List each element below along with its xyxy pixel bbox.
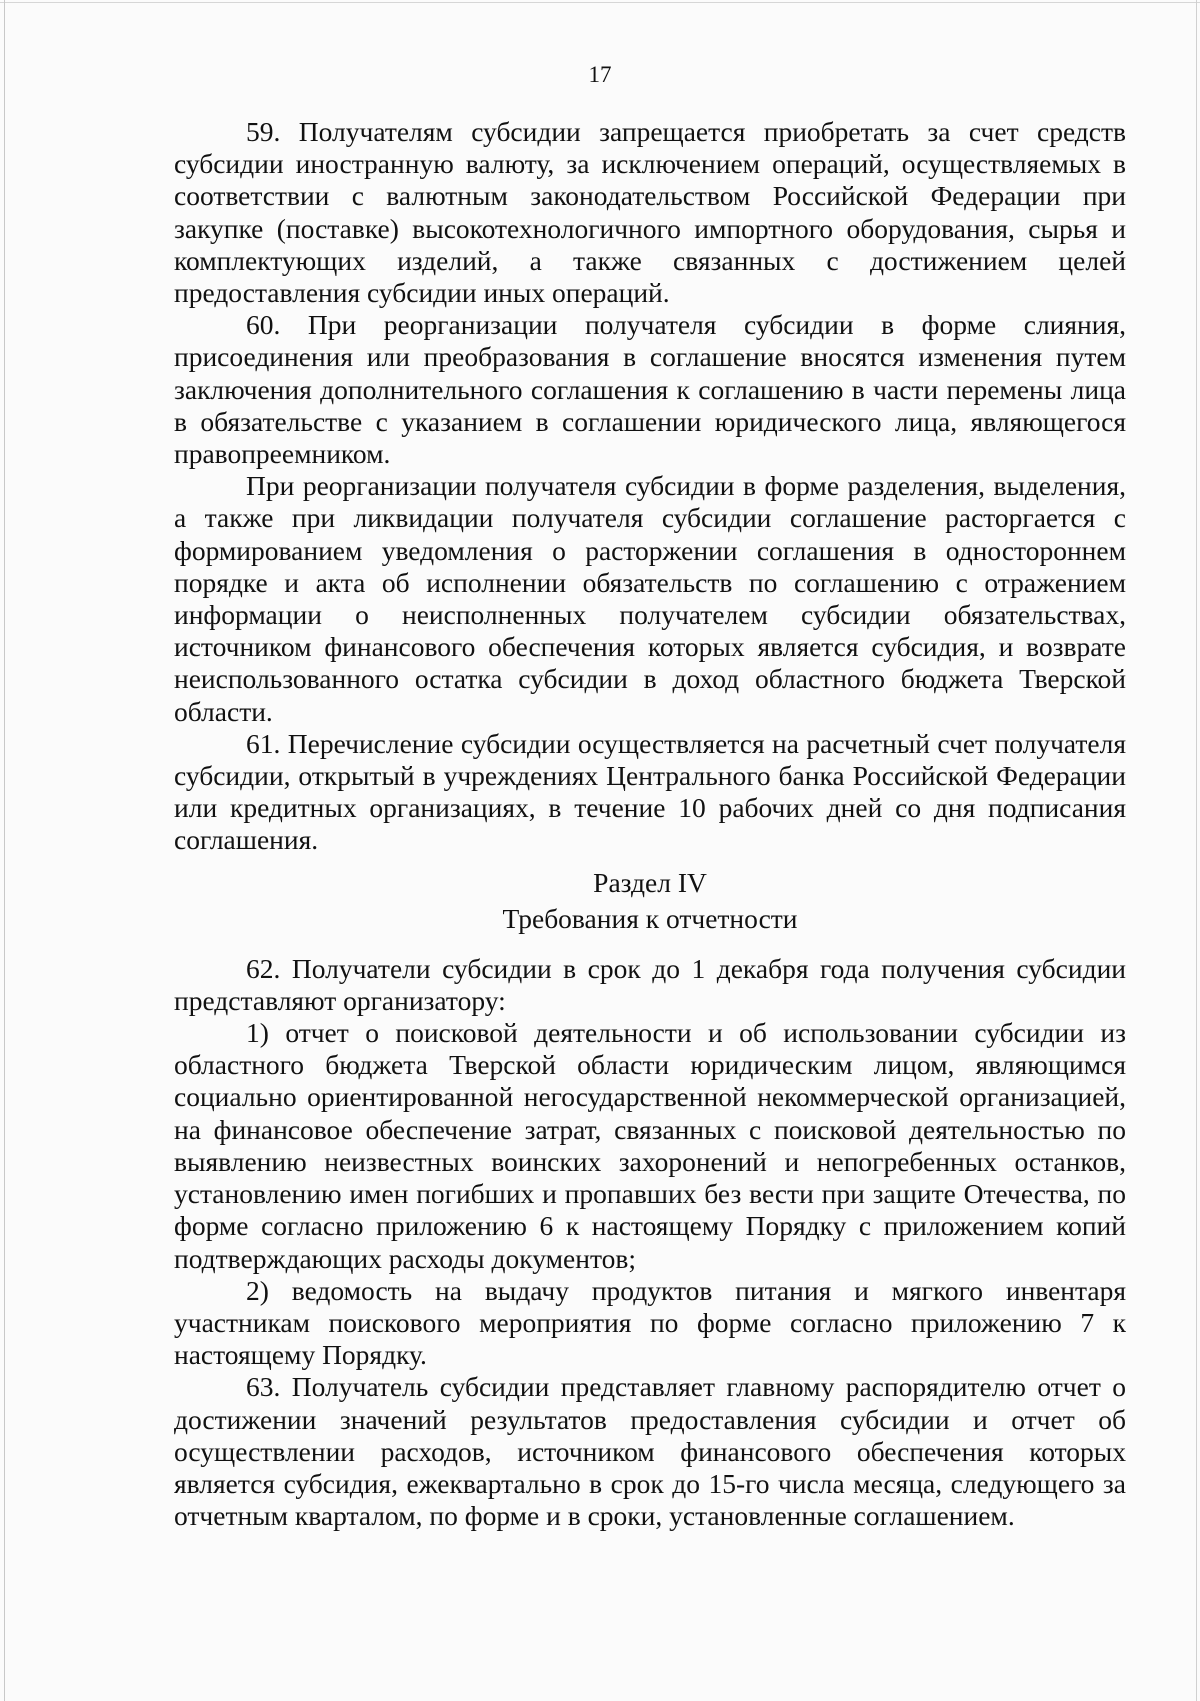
scan-edge-right [1196, 0, 1197, 1701]
paragraph-60: 60. При реорганизации получателя субсидии в форме слияния, присоединения или преобразования в соглашение вносятся изменения путем заключения дополнительного соглашения к соглашению в части перемены лица в обязательстве с указанием в соглашении юридического лица, являющегося правопреемником. [174, 309, 1126, 470]
page-number: 17 [588, 62, 612, 87]
section-title: Раздел IV [593, 866, 707, 898]
paragraph-62-item-1: 1) отчет о поисковой деятельности и об использовании субсидии из областного бюджета Тверской области юридическим лицом, являющимся социально ориентированной негосударственной некоммерческой организацией, на финансовое обеспечение затрат, связанных с поисковой деятельностью по выявлению неизвестных воинских захоронений и непогребенных останков, установлению имен погибших и пропавших без вести при защите Отечества, по форме согласно приложению 6 к настоящему Порядку с приложением копий подтверждающих расходы документов; [174, 1017, 1126, 1274]
paragraph-60-continuation: При реорганизации получателя субсидии в форме разделения, выделения, а также при ликвидации получателя субсидии соглашение расторгается с формированием уведомления о расторжении соглашения в одностороннем порядке и акта об исполнении обязательств по соглашению с отражением информации о неисполненных получателем субсидии обязательствах, источником финансового обеспечения которых является субсидия, и возврате неиспользованного остатка субсидии в доход областного бюджета Тверской области. [174, 470, 1126, 727]
paragraph-61: 61. Перечисление субсидии осуществляется на расчетный счет получателя субсидии, открытый в учреждениях Центрального банка Российской Федерации или кредитных организациях, в течение 10 рабочих дней со дня подписания соглашения. [174, 727, 1126, 856]
document-body [174, 116, 1126, 1532]
section-subtitle: Требования к отчетности [502, 902, 798, 934]
paragraph-63: 63. Получатель субсидии представляет главному распорядителю отчет о достижении значений результатов предоставления субсидии и отчет об осуществлении расходов, источником финансового обеспечения которых является субсидия, ежеквартально в срок до 15-го числа месяца, следующего за отчетным кварталом, по форме и в сроки, установленные соглашением. [174, 1371, 1126, 1532]
paragraph-59: 59. Получателям субсидии запрещается приобретать за счет средств субсидии иностранную валюту, за исключением операций, осуществляемых в соответствии с валютным законодательством Российской Федерации при закупке (поставке) высокотехнологичного импортного оборудования, сырья и комплектующих изделий, а также связанных с достижением целей предоставления субсидии иных операций. [174, 116, 1126, 309]
scan-edge-top [0, 2, 1200, 3]
paragraph-62: 62. Получатели субсидии в срок до 1 декабря года получения субсидии представляют организатору: [174, 952, 1126, 1016]
paragraph-62-item-2: 2) ведомость на выдачу продуктов питания и мягкого инвентаря участникам поискового мероприятия по форме согласно приложению 7 к настоящему Порядку. [174, 1274, 1126, 1371]
scan-edge-left [4, 0, 5, 1701]
